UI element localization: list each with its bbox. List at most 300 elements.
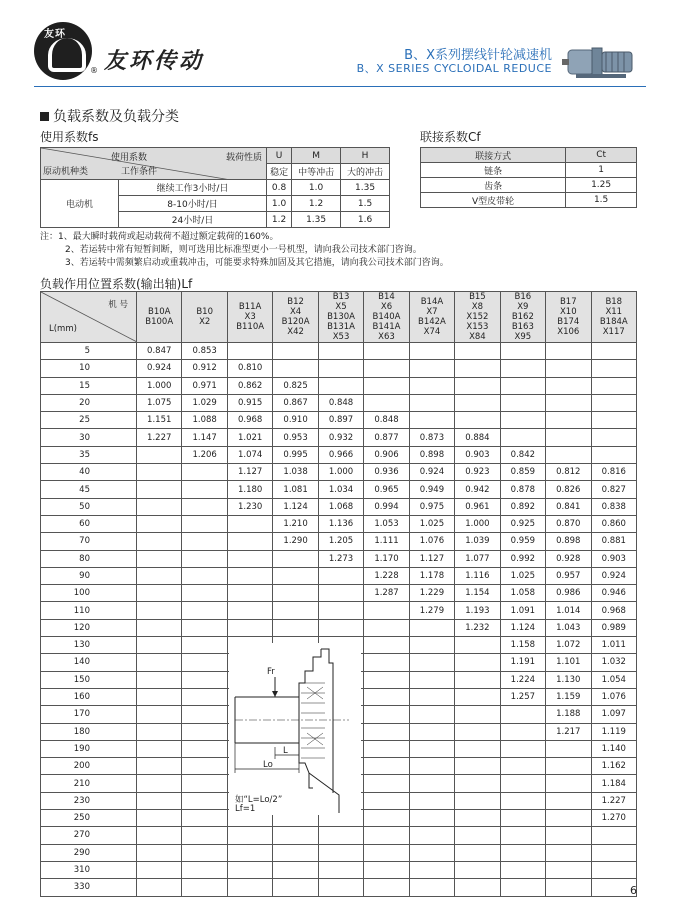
lf-value: 1.170	[364, 550, 409, 567]
fs-motor-cell: 电动机	[41, 180, 119, 228]
lf-value: 0.859	[500, 464, 545, 481]
lf-value: 1.014	[546, 602, 591, 619]
lf-value	[364, 377, 409, 394]
lf-value: 1.224	[500, 671, 545, 688]
lf-value: 0.975	[409, 498, 454, 515]
lf-value: 1.043	[546, 619, 591, 636]
row-length: 100	[41, 585, 137, 602]
lf-value	[182, 671, 227, 688]
lf-value: 0.862	[227, 377, 272, 394]
product-title-en: B、X SERIES CYCLOIDAL REDUCE	[356, 62, 552, 75]
lf-value	[137, 844, 182, 861]
lf-value	[591, 377, 636, 394]
l-label: L	[283, 746, 288, 756]
lf-value	[137, 827, 182, 844]
lf-value	[137, 550, 182, 567]
row-length: 70	[41, 533, 137, 550]
lf-value	[455, 654, 500, 671]
lf-value	[546, 394, 591, 411]
lf-value: 0.848	[364, 412, 409, 429]
row-length: 45	[41, 481, 137, 498]
cf-header-method: 联接方式	[421, 148, 566, 163]
lf-value	[137, 498, 182, 515]
lf-value: 0.873	[409, 429, 454, 446]
lf-value	[137, 533, 182, 550]
lf-value	[137, 619, 182, 636]
lf-value	[182, 810, 227, 827]
lf-value: 1.206	[182, 446, 227, 463]
fs-label: 使用系数fs	[40, 130, 99, 144]
lf-value	[318, 360, 363, 377]
registered-mark: ®	[90, 66, 98, 75]
lf-value: 0.877	[364, 429, 409, 446]
lf-value: 0.842	[500, 446, 545, 463]
lf-value	[227, 879, 272, 896]
lf-value	[409, 792, 454, 809]
lf-value: 1.130	[546, 671, 591, 688]
lf-model-header: B10 X2	[182, 292, 227, 343]
lf-value: 0.898	[409, 446, 454, 463]
lf-value	[455, 827, 500, 844]
lf-value	[137, 515, 182, 532]
cf-method: V型皮带轮	[421, 193, 566, 208]
lf-value	[137, 446, 182, 463]
table-row	[41, 827, 637, 844]
lf-model-header: B15 X8 X152 X153 X84	[455, 292, 500, 343]
lf-value	[500, 394, 545, 411]
lf-value	[409, 879, 454, 896]
lf-value: 0.848	[318, 394, 363, 411]
row-length: 80	[41, 550, 137, 567]
table-row	[41, 550, 637, 567]
lf-value	[227, 827, 272, 844]
lf-value: 1.072	[546, 637, 591, 654]
lf-value	[500, 377, 545, 394]
lf-value	[273, 360, 318, 377]
lf-value: 0.992	[500, 550, 545, 567]
lf-value	[546, 861, 591, 878]
lf-value	[500, 827, 545, 844]
lf-label: 负载作用位置系数(输出轴)Lf	[40, 277, 193, 291]
lf-value	[546, 377, 591, 394]
lf-value: 1.032	[591, 654, 636, 671]
lf-value	[137, 637, 182, 654]
lf-value: 1.191	[500, 654, 545, 671]
table-row	[41, 567, 637, 584]
lf-value	[273, 827, 318, 844]
fs-work-cond-label: 工作条件	[121, 167, 158, 177]
row-length: 50	[41, 498, 137, 515]
row-length: 20	[41, 394, 137, 411]
lf-value	[364, 360, 409, 377]
header-divider	[34, 86, 646, 87]
lf-value	[409, 360, 454, 377]
cf-method: 齿条	[421, 178, 566, 193]
lf-value: 1.205	[318, 533, 363, 550]
lf-value	[227, 619, 272, 636]
lf-value: 1.097	[591, 706, 636, 723]
lf-value	[546, 810, 591, 827]
lf-value: 0.897	[318, 412, 363, 429]
square-bullet-icon	[40, 112, 49, 121]
lf-value	[364, 602, 409, 619]
lf-value	[500, 412, 545, 429]
lf-value	[318, 585, 363, 602]
lf-value	[591, 861, 636, 878]
row-length: 310	[41, 861, 137, 878]
lf-value	[227, 515, 272, 532]
lf-value: 0.989	[591, 619, 636, 636]
lf-value: 1.159	[546, 688, 591, 705]
lf-value	[364, 740, 409, 757]
lf-value: 1.228	[364, 567, 409, 584]
lf-corner-bottom: L(mm)	[49, 324, 77, 334]
lf-value: 1.039	[455, 533, 500, 550]
lf-value: 1.091	[500, 602, 545, 619]
lf-value	[182, 481, 227, 498]
lf-value	[182, 654, 227, 671]
lf-value	[500, 844, 545, 861]
lf-value: 1.116	[455, 567, 500, 584]
lf-value	[455, 637, 500, 654]
lf-value	[182, 758, 227, 775]
row-length: 290	[41, 844, 137, 861]
notes	[40, 231, 449, 270]
lf-value: 1.000	[318, 464, 363, 481]
lf-value: 0.838	[591, 498, 636, 515]
lf-value: 0.810	[227, 360, 272, 377]
row-length: 210	[41, 775, 137, 792]
lf-value	[591, 412, 636, 429]
lf-value: 1.034	[318, 481, 363, 498]
lf-value	[455, 360, 500, 377]
lf-value: 0.949	[409, 481, 454, 498]
lf-value	[409, 377, 454, 394]
lf-value: 1.273	[318, 550, 363, 567]
lf-value	[455, 844, 500, 861]
lf-value: 1.021	[227, 429, 272, 446]
lf-value: 1.077	[455, 550, 500, 567]
lf-value	[364, 723, 409, 740]
lf-value: 1.088	[182, 412, 227, 429]
lf-value	[273, 879, 318, 896]
lf-value	[546, 775, 591, 792]
lf-value: 0.986	[546, 585, 591, 602]
lf-value	[182, 706, 227, 723]
lf-value	[318, 602, 363, 619]
lf-value: 0.924	[409, 464, 454, 481]
lf-model-header: B14 X6 B140A B141A X63	[364, 292, 409, 343]
row-length: 15	[41, 377, 137, 394]
lf-value: 1.180	[227, 481, 272, 498]
lf-value	[500, 706, 545, 723]
page-header	[0, 0, 680, 90]
lf-corner-cell	[41, 292, 137, 343]
lf-value: 1.136	[318, 515, 363, 532]
row-length: 170	[41, 706, 137, 723]
lf-value	[591, 394, 636, 411]
lf-value	[182, 792, 227, 809]
lf-value	[455, 810, 500, 827]
lf-value	[409, 619, 454, 636]
lf-value: 1.101	[546, 654, 591, 671]
lf-value	[137, 567, 182, 584]
lf-value: 1.076	[409, 533, 454, 550]
fs-val: 1.2	[292, 196, 341, 212]
lf-value	[546, 429, 591, 446]
row-length: 30	[41, 429, 137, 446]
lf-value	[182, 740, 227, 757]
lf-value: 1.188	[546, 706, 591, 723]
cf-method: 链条	[421, 163, 566, 178]
lf-value: 0.812	[546, 464, 591, 481]
drawing-note-1: 如“L=Lo/2”	[235, 795, 283, 805]
lf-value: 1.053	[364, 515, 409, 532]
lf-value	[500, 879, 545, 896]
fs-col-M: M	[292, 148, 341, 164]
lf-model-header: B14A X7 B142A X74	[409, 292, 454, 343]
table-row	[41, 446, 637, 463]
lf-value	[455, 412, 500, 429]
lf-value	[318, 567, 363, 584]
lf-value	[455, 706, 500, 723]
cf-val: 1	[566, 163, 637, 178]
fs-val: 1.0	[267, 196, 292, 212]
fs-desc-0: 稳定	[267, 164, 292, 180]
lf-value: 1.124	[500, 619, 545, 636]
lf-value	[500, 775, 545, 792]
lf-value	[318, 879, 363, 896]
lf-corner-top: 机 号	[108, 300, 128, 310]
table-row	[41, 429, 637, 446]
table-row	[41, 879, 637, 896]
lf-value	[409, 706, 454, 723]
section-title: 负载系数及负载分类	[40, 106, 179, 126]
lf-value: 0.932	[318, 429, 363, 446]
lf-value: 0.853	[182, 343, 227, 360]
fs-col-H: H	[341, 148, 390, 164]
lf-value: 0.961	[455, 498, 500, 515]
row-length: 140	[41, 654, 137, 671]
lf-value	[546, 758, 591, 775]
lf-value: 1.178	[409, 567, 454, 584]
table-row	[41, 498, 637, 515]
lf-value	[546, 844, 591, 861]
lf-value	[500, 861, 545, 878]
row-length: 250	[41, 810, 137, 827]
fs-load-nature-label: 载荷性质	[226, 153, 263, 163]
lf-value: 1.111	[364, 533, 409, 550]
lf-value: 0.912	[182, 360, 227, 377]
lf-value	[364, 394, 409, 411]
lf-value	[364, 758, 409, 775]
lf-value: 1.075	[137, 394, 182, 411]
fs-val: 1.6	[341, 212, 390, 228]
coupling-factor-table	[420, 147, 637, 208]
lf-value	[409, 412, 454, 429]
lf-value	[227, 861, 272, 878]
fs-col-U: U	[267, 148, 292, 164]
shaft-load-diagram	[229, 643, 361, 815]
lf-value	[364, 671, 409, 688]
table-row	[41, 377, 637, 394]
lf-value: 1.147	[182, 429, 227, 446]
row-length: 35	[41, 446, 137, 463]
cf-label: 联接系数Cf	[420, 130, 481, 144]
fs-cond: 继续工作3小时/日	[119, 180, 267, 196]
lf-value: 1.011	[591, 637, 636, 654]
fs-val: 1.35	[292, 212, 341, 228]
lf-value	[500, 360, 545, 377]
lf-value: 1.227	[137, 429, 182, 446]
fs-val: 0.8	[267, 180, 292, 196]
lf-value	[455, 740, 500, 757]
lf-value	[182, 464, 227, 481]
lf-value	[318, 844, 363, 861]
lf-value	[273, 844, 318, 861]
lf-value	[364, 343, 409, 360]
lf-value: 0.942	[455, 481, 500, 498]
lf-value: 0.903	[591, 550, 636, 567]
lf-value: 1.193	[455, 602, 500, 619]
lf-value	[364, 861, 409, 878]
lf-value	[591, 827, 636, 844]
lf-value: 1.232	[455, 619, 500, 636]
lf-value	[182, 515, 227, 532]
lf-value	[318, 827, 363, 844]
lf-value: 0.953	[273, 429, 318, 446]
lf-value: 0.847	[137, 343, 182, 360]
row-length: 180	[41, 723, 137, 740]
table-row	[41, 585, 637, 602]
lf-value	[546, 827, 591, 844]
lf-value	[137, 861, 182, 878]
lf-value	[137, 810, 182, 827]
lf-value: 1.127	[227, 464, 272, 481]
lf-value	[500, 792, 545, 809]
lf-value: 1.158	[500, 637, 545, 654]
lf-value: 0.903	[455, 446, 500, 463]
lf-value	[409, 688, 454, 705]
lf-value: 0.841	[546, 498, 591, 515]
lf-value	[273, 602, 318, 619]
lf-value	[137, 585, 182, 602]
lf-value	[500, 723, 545, 740]
lf-value	[182, 844, 227, 861]
lf-value: 1.140	[591, 740, 636, 757]
lf-value	[546, 360, 591, 377]
lf-value	[591, 446, 636, 463]
lf-value	[591, 844, 636, 861]
table-row	[41, 464, 637, 481]
lf-value	[182, 637, 227, 654]
lf-value	[137, 481, 182, 498]
note-2: 2、若运转中常有短暂间断，则可选用比标准型更小一号机型，请向我公司技术部门咨询。	[65, 245, 422, 255]
lf-value	[182, 602, 227, 619]
lf-value	[182, 567, 227, 584]
lf-value: 0.924	[137, 360, 182, 377]
lf-value: 1.290	[273, 533, 318, 550]
lf-value	[227, 550, 272, 567]
lf-value: 0.825	[273, 377, 318, 394]
lf-value	[409, 654, 454, 671]
drawing-note-2: Lf=1	[235, 804, 256, 814]
lf-value: 1.029	[182, 394, 227, 411]
lf-value: 0.966	[318, 446, 363, 463]
product-title-cn: B、X系列摆线针轮减速机	[404, 48, 552, 63]
lf-value	[546, 740, 591, 757]
row-length: 5	[41, 343, 137, 360]
lf-value: 0.884	[455, 429, 500, 446]
lf-value	[364, 810, 409, 827]
lf-value: 0.959	[500, 533, 545, 550]
lf-value: 0.881	[591, 533, 636, 550]
lf-value: 0.892	[500, 498, 545, 515]
lf-value	[455, 688, 500, 705]
lf-value	[137, 671, 182, 688]
lf-value	[318, 861, 363, 878]
lf-value: 0.860	[591, 515, 636, 532]
lf-value: 0.898	[546, 533, 591, 550]
lf-value	[137, 758, 182, 775]
lf-value	[409, 810, 454, 827]
lf-value: 0.878	[500, 481, 545, 498]
table-row	[41, 360, 637, 377]
fs-use-factor-label: 使用系数	[111, 153, 148, 163]
cf-val: 1.5	[566, 193, 637, 208]
lf-value	[409, 775, 454, 792]
lf-value: 1.230	[227, 498, 272, 515]
row-length: 150	[41, 671, 137, 688]
lf-value	[546, 412, 591, 429]
lf-value	[182, 688, 227, 705]
lf-value	[137, 464, 182, 481]
lf-value	[137, 688, 182, 705]
lf-value: 0.965	[364, 481, 409, 498]
lf-value	[227, 533, 272, 550]
lf-model-header: B17 X10 B174 X106	[546, 292, 591, 343]
table-row	[41, 619, 637, 636]
row-length: 200	[41, 758, 137, 775]
lf-value: 1.074	[227, 446, 272, 463]
lf-value: 1.151	[137, 412, 182, 429]
lf-value	[182, 533, 227, 550]
lf-value	[455, 758, 500, 775]
lf-value	[409, 758, 454, 775]
row-length: 90	[41, 567, 137, 584]
fs-motor-type-label: 原动机种类	[43, 167, 89, 177]
lf-value: 1.081	[273, 481, 318, 498]
lf-value	[500, 758, 545, 775]
lf-value: 0.870	[546, 515, 591, 532]
lf-value	[500, 740, 545, 757]
lf-value: 0.906	[364, 446, 409, 463]
lf-model-header: B11A X3 B110A	[227, 292, 272, 343]
lf-value: 1.217	[546, 723, 591, 740]
lf-value	[546, 343, 591, 360]
lf-value: 1.210	[273, 515, 318, 532]
lf-value	[182, 550, 227, 567]
lf-value: 1.000	[137, 377, 182, 394]
lf-value: 1.076	[591, 688, 636, 705]
lf-value	[364, 792, 409, 809]
fs-cond: 24小时/日	[119, 212, 267, 228]
lf-value	[137, 723, 182, 740]
lf-value: 1.124	[273, 498, 318, 515]
gearbox-image	[562, 40, 646, 82]
lf-value	[364, 827, 409, 844]
lf-value: 0.928	[546, 550, 591, 567]
